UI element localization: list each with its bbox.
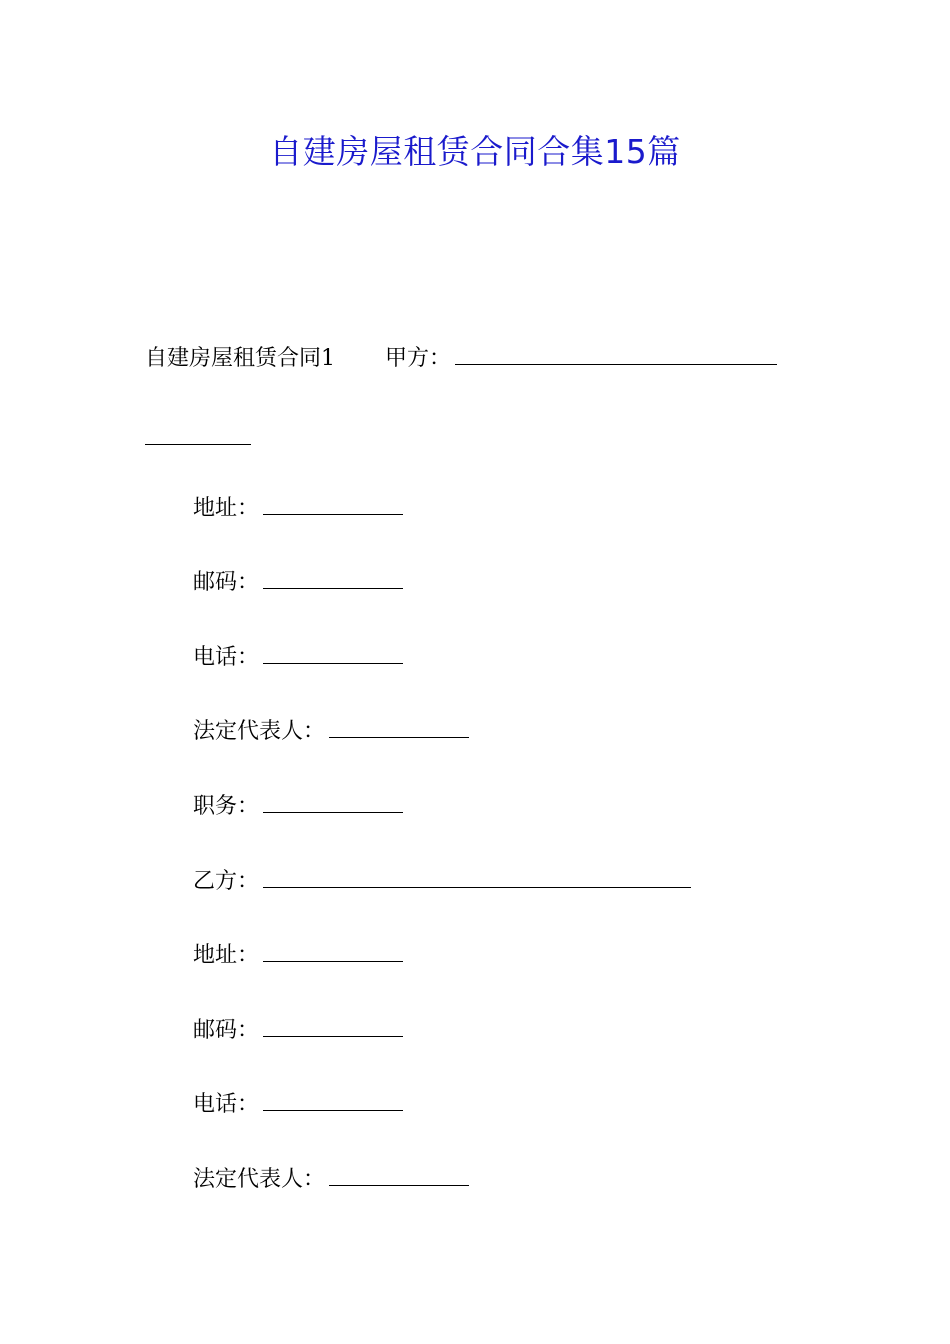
party-a-legal-rep-line xyxy=(193,717,469,747)
party-b-blank[interactable] xyxy=(263,886,691,888)
party-a-blank-continued[interactable] xyxy=(145,443,251,445)
party-b-phone-line xyxy=(193,1090,403,1120)
party-a-postcode-line xyxy=(193,568,403,598)
field-label: 电话： xyxy=(193,1092,260,1117)
field-label: 电话： xyxy=(193,645,260,670)
field-blank[interactable] xyxy=(263,662,403,664)
field-label: 邮码： xyxy=(193,570,260,595)
field-blank[interactable] xyxy=(263,960,403,962)
party-b-postcode-line xyxy=(193,1016,403,1046)
party-a-phone-line xyxy=(193,643,403,673)
field-blank[interactable] xyxy=(263,811,403,813)
party-a-label: 甲方： xyxy=(385,346,452,371)
contract-heading-line xyxy=(145,344,777,374)
field-label: 地址： xyxy=(193,496,260,521)
party-a-blank[interactable] xyxy=(455,363,777,365)
field-blank[interactable] xyxy=(263,1035,403,1037)
party-b-address-line xyxy=(193,941,403,971)
field-blank[interactable] xyxy=(329,1184,469,1186)
field-label: 法定代表人： xyxy=(193,1167,326,1192)
party-a-position-line xyxy=(193,792,403,822)
field-blank[interactable] xyxy=(263,513,403,515)
party-a-address-line xyxy=(193,494,403,524)
field-label: 邮码： xyxy=(193,1018,260,1043)
field-blank[interactable] xyxy=(329,736,469,738)
field-label: 职务： xyxy=(193,794,260,819)
document-title: 自建房屋租赁合同合集15篇 xyxy=(269,132,681,171)
field-label: 法定代表人： xyxy=(193,719,326,744)
party-b-line xyxy=(193,867,691,897)
contract-heading: 自建房屋租赁合同1 xyxy=(145,346,335,371)
party-b-label: 乙方： xyxy=(193,869,260,894)
field-label: 地址： xyxy=(193,943,260,968)
party-b-legal-rep-line xyxy=(193,1165,469,1195)
field-blank[interactable] xyxy=(263,1109,403,1111)
field-blank[interactable] xyxy=(263,587,403,589)
